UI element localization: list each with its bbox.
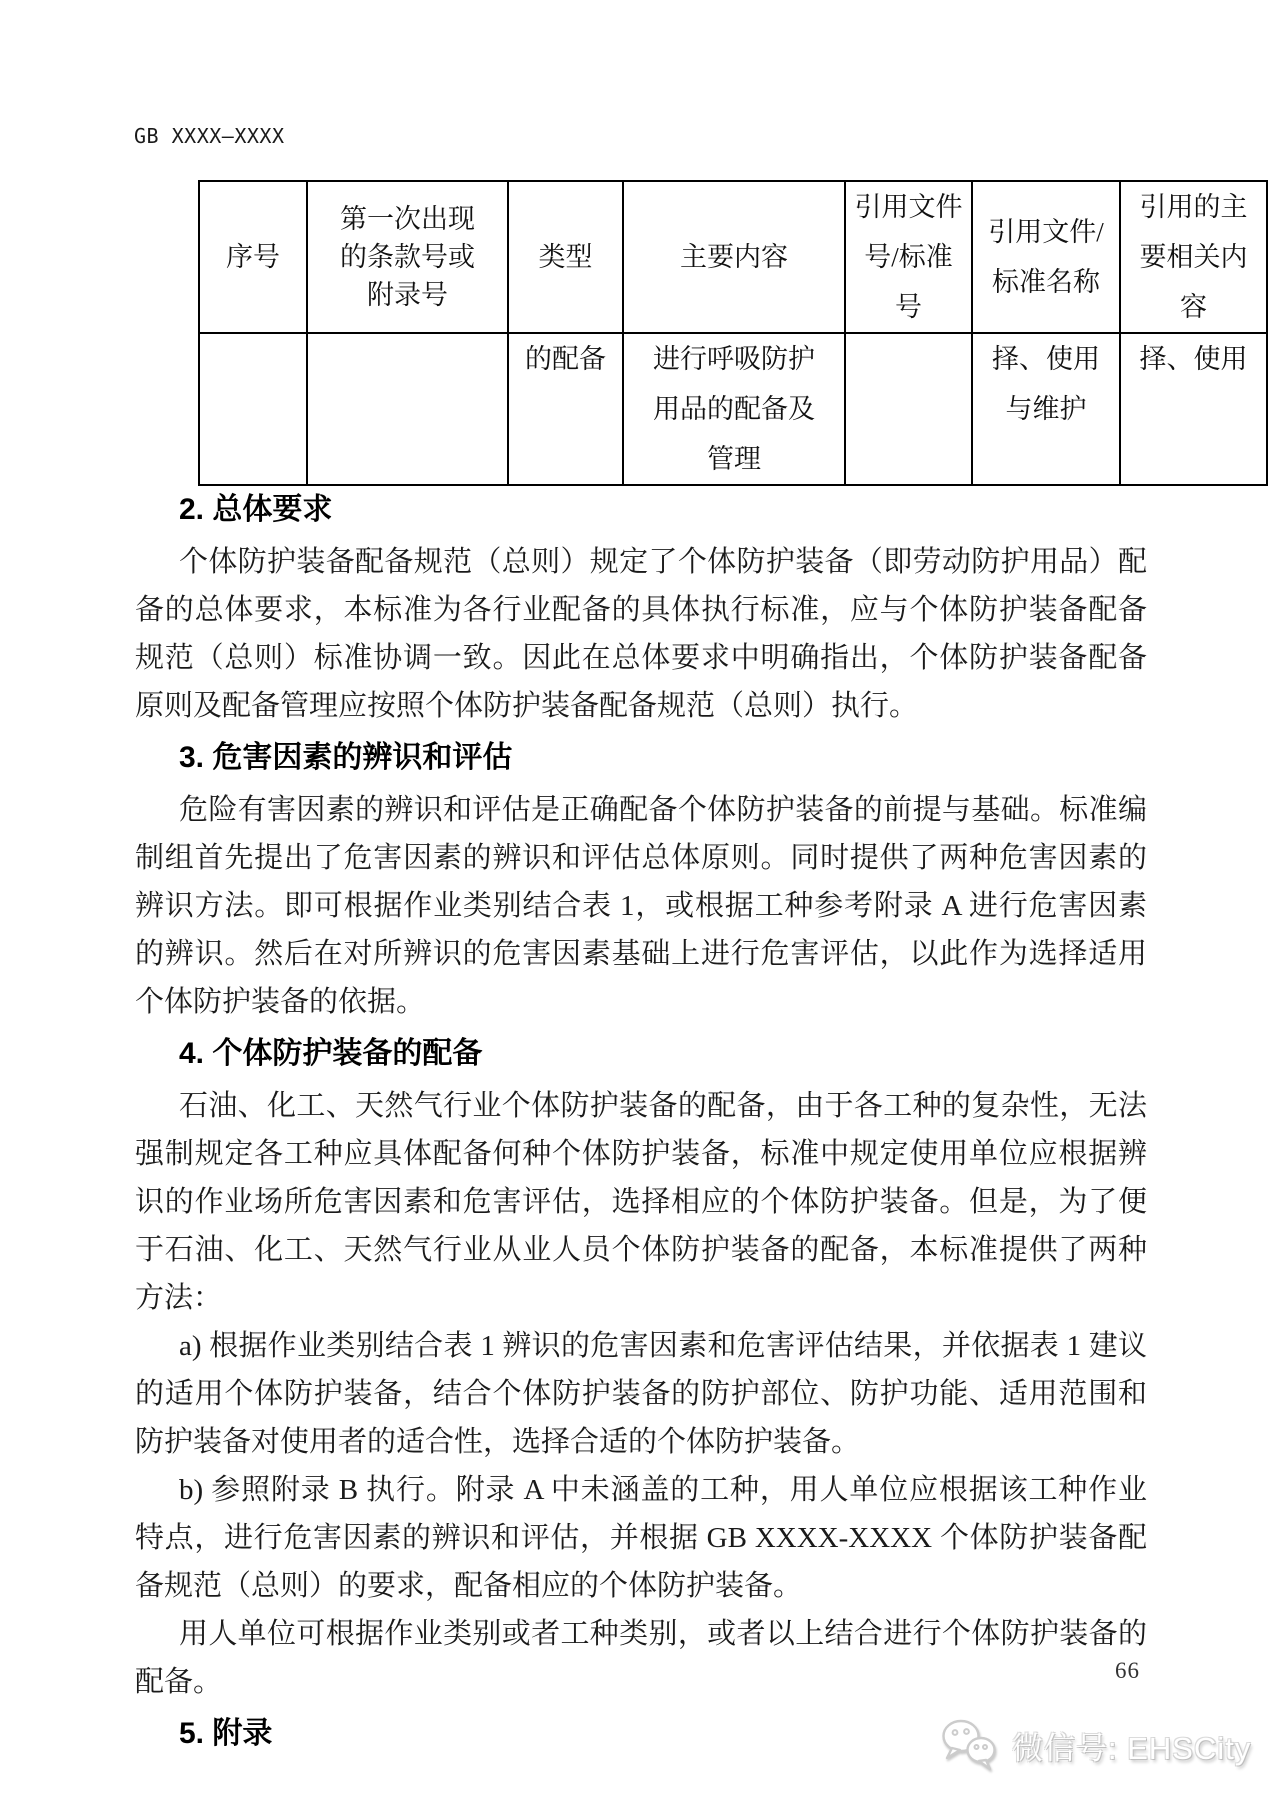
paragraph: 危险有害因素的辨识和评估是正确配备个体防护装备的前提与基础。标准编制组首先提出了危害因素的辨识和评估总体原则。同时提供了两种危害因素的辨识方法。即可根据作业类别结合表 1，或根据工种参考附录 A 进行危害因素的辨识。然后在对所辨识的危害因素基础上进行危害评估，以此作为选择适用个体防护装备的依据。 [135,794,1147,1018]
section-heading-2: 2. 总体要求 [179,493,333,526]
section-heading-5: 5. 附录 [179,1717,273,1750]
col-header-clause: 第一次出现的条款号或附录号 [307,181,508,333]
paragraph-item-a: a) 根据作业类别结合表 1 辨识的危害因素和危害评估结果，并依据表 1 建议的适用个体防护装备，结合个体防护装备的防护部位、防护功能、适用范围和防护装备对使用者的适合性，选择合适的个体防护装备。 [135,1330,1147,1458]
cell-seq [199,333,307,485]
paragraph: 石油、化工、天然气行业个体防护装备的配备，由于各工种的复杂性，无法强制规定各工种应具体配备何种个体防护装备，标准中规定使用单位应根据辨识的作业场所危害因素和危害评估，选择相应的个体防护装备。但是，为了便于石油、化工、天然气行业从业人员个体防护装备的配备，本标准提供了两种方法： [135,1090,1147,1314]
doc-code: GB XXXX—XXXX [134,124,285,148]
body-content [135,488,1147,1762]
cell-ref-name: 择、使用与维护 [972,333,1120,485]
col-header-seq: 序号 [199,181,307,333]
page-number: 66 [1115,1658,1140,1683]
paragraph-item-b: b) 参照附录 B 执行。附录 A 中未涵盖的工种，用人单位应根据该工种作业特点，进行危害因素的辨识和评估，并根据 GB XXXX-XXXX 个体防护装备配备规范（总则）的要求，配备相应的个体防护装备。 [135,1474,1147,1602]
cell-main-content: 进行呼吸防护用品的配备及管理 [623,333,845,485]
col-header-ref-related: 引用的主要相关内容 [1120,181,1267,333]
cell-ref-number [845,333,972,485]
cell-clause [307,333,508,485]
footer [938,1716,1251,1774]
col-header-ref-name: 引用文件/标准名称 [972,181,1120,333]
col-header-type: 类型 [508,181,623,333]
cell-ref-related: 择、使用 [1120,333,1267,485]
wechat-icon [938,1716,1000,1774]
reference-table [198,180,1268,486]
wechat-id-label: 微信号: EHSCity [1012,1730,1252,1766]
paragraph: 个体防护装备配备规范（总则）规定了个体防护装备（即劳动防护用品）配备的总体要求，本标准为各行业配备的具体执行标准，应与个体防护装备配备规范（总则）标准协调一致。因此在总体要求中明确指出，个体防护装备配备原则及配备管理应按照个体防护装备配备规范（总则）执行。 [135,546,1147,722]
table-row [199,333,1267,485]
section-heading-4: 4. 个体防护装备的配备 [179,1037,483,1070]
col-header-ref-number: 引用文件号/标准号 [845,181,972,333]
cell-type: 的配备 [508,333,623,485]
paragraph: 用人单位可根据作业类别或者工种类别，或者以上结合进行个体防护装备的配备。 [135,1618,1147,1698]
table-header-row [199,181,1267,333]
section-heading-3: 3. 危害因素的辨识和评估 [179,741,513,774]
col-header-main-content: 主要内容 [623,181,845,333]
